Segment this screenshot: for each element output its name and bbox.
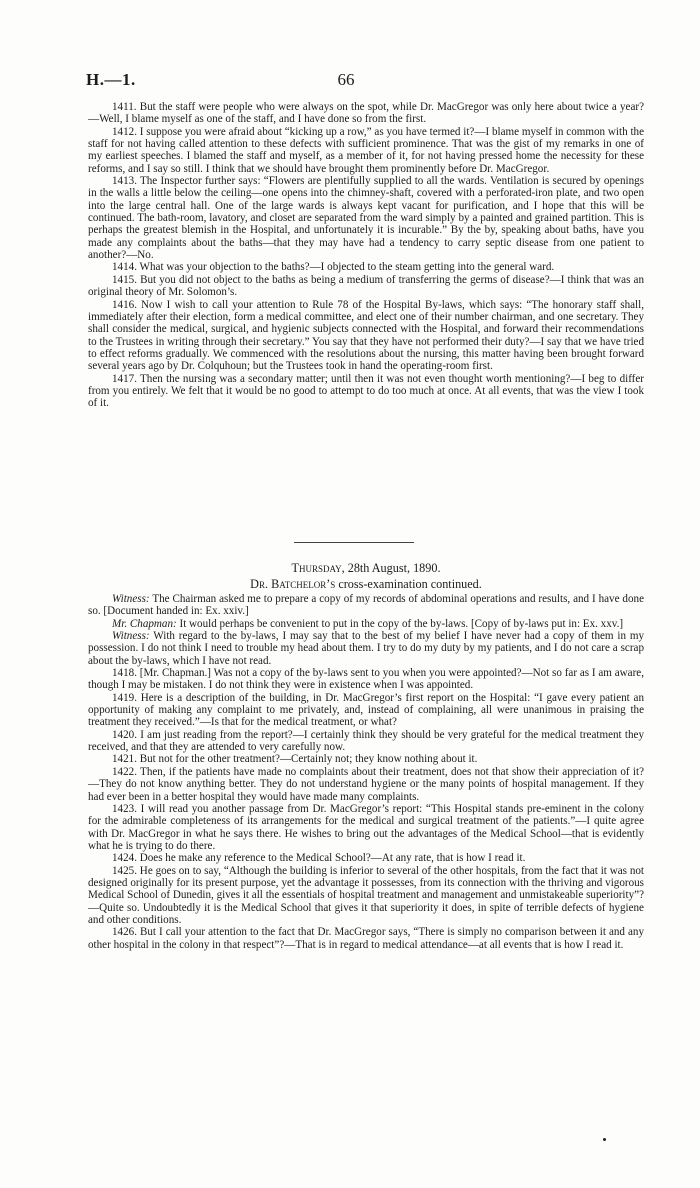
- paragraph: [88, 618, 644, 630]
- paragraph: [88, 630, 644, 667]
- paragraph: 1418. [Mr. Chapman.] Was not a copy of the by-laws sent to you when you were appointed?—Not so far as I am aware, though I may be mistaken. I do not think they were in existence when I was appointed.: [88, 667, 644, 692]
- paragraph-text: The Chairman asked me to prepare a copy of my records of abdominal operations and results, and I have done so. [Document handed in: Ex. xxiv.]: [88, 593, 644, 618]
- speaker-label: Witness:: [112, 630, 150, 643]
- paragraph: 1423. I will read you another passage from Dr. MacGregor’s report: “This Hospital stands pre-eminent in the colony for the admirable completeness of its arrangements for the medical and surgical treatment of the patients.”—I quite agree with Dr. MacGregor in what he says there. He wishes to bring out the advantages of the Medical School—that is evidently what he is trying to do there.: [88, 802, 644, 852]
- paragraph: 1411. But the staff were people who were always on the spot, while Dr. MacGregor was only here about twice a year?—Well, I blame myself as one of the staff, and I have done so from the first.: [88, 101, 644, 126]
- paragraph: 1426. But I call your attention to the fact that Dr. MacGregor says, “There is simply no comparison between it and any other hospital in the colony in that respect”?—That is in regard to medical attendance—at all events that is how I read it.: [88, 926, 644, 951]
- speaker-label: Witness:: [112, 593, 150, 605]
- session-date: [88, 560, 644, 576]
- body-section-two: [88, 560, 644, 951]
- section-divider: [294, 542, 414, 543]
- paragraph: 1417. Then the nursing was a secondary matter; until then it was not even thought worth mentioning?—I beg to differ from you entirely. We felt that it would be no good to attempt to do too much at once. At all events, that was the view I took of it.: [88, 372, 644, 410]
- ink-speck: [603, 1138, 606, 1141]
- paragraph: 1420. I am just reading from the report?—I certainly think they should be very grateful for the medical treatment they received, and that they are attended to very carefully now.: [88, 728, 644, 754]
- session-date-text: 28th August, 1890.: [347, 561, 441, 575]
- paragraph: 1419. Here is a description of the building, in Dr. MacGregor’s first report on the Hospital: “I gave every patient an opportunity of making any complaint to me privately, and, instead of complaining, all were unanimous in praising the treatment they received.”—Is that for the medical treatment, or what?: [88, 691, 644, 729]
- session-day: Thursday,: [291, 561, 345, 575]
- paragraph-text: It would perhaps be convenient to put in the copy of the by-laws. [Copy of by-laws put in: Ex. xxv.]: [179, 617, 624, 630]
- witness-name: Dr. Batchelor’s: [250, 577, 336, 591]
- paragraph: [88, 593, 644, 618]
- paragraph: 1414. What was your objection to the baths?—I objected to the steam getting into the general ward.: [112, 261, 555, 274]
- paragraph: 1412. I suppose you were afraid about “kicking up a row,” as you have termed it?—I blame myself in common with the staff for not having called attention to these defects with sufficient prominence. That was the gist of my remarks in one of my earliest speeches. I blamed the staff and myself, as a member of it, for not having pressed home the necessity for these reforms, and I say so still. I think that we should have brought them prominently before Dr. MacGregor.: [88, 125, 644, 175]
- paragraph: 1413. The Inspector further says: “Flowers are plentifully supplied to all the wards. Ventilation is secured by openings in the walls a little below the ceiling—one opens into the chimney-shaft, covered with a perforated-iron plate, and two open into the large central hall. One of the large wards is always kept vacant for purification, and I hope that this will be continued. The bath-room, lavatory, and closet are separated from the ward simply by a painted and grained partition. This is perhaps the greatest blemish in the Hospital, and unfortunately it is incurable.” By the by, speaking about baths, have you made any complaints about the baths—that they may have had a tendency to carry septic disease from one patient to another?—No.: [88, 175, 644, 262]
- page-number: 66: [337, 70, 355, 89]
- session-subheading: [88, 576, 644, 592]
- paragraph: 1424. Does he make any reference to the Medical School?—At any rate, that is how I read it.: [112, 852, 526, 865]
- paragraph: 1422. Then, if the patients have made no complaints about their treatment, does not that show their appreciation of it?—They do not know anything better. They do not understand hygiene or the many points of hospital management. If they had ever been in a better hospital they would have made many complaints.: [88, 765, 644, 803]
- document-reference: H.—1.: [86, 70, 136, 89]
- subheading-text: cross-examination continued.: [338, 577, 482, 591]
- page-header: [86, 70, 646, 92]
- speaker-label: Mr. Chapman:: [112, 617, 177, 630]
- body-section-one: [88, 101, 644, 410]
- paragraph-text: With regard to the by-laws, I may say that to the best of my belief I have never had a copy of them in my possession. I do not think I need to trouble my head about them. I try to do my duty by my patients, and I do not care a scrap about the by-laws, which I have not read.: [88, 630, 644, 667]
- paragraph: 1416. Now I wish to call your attention to Rule 78 of the Hospital By-laws, which says: “The honorary staff shall, immediately after their election, form a medical committee, and elect one of their number chairman, and one secretary. They shall consider the medical, surgical, and hygienic subjects connected with the Hospital, and forward their recommendations to the Trustees in writing through their secretary.” You say that they have not performed their duty?—I say that we have tried to effect reforms gradually. We commenced with the resolutions about the nursing, this matter having been brought forward several years ago by Dr. Colquhoun; but the Trustees took in hand the operating-room first.: [88, 298, 644, 373]
- paragraph: 1415. But you did not object to the baths as being a medium of transferring the germs of disease?—I think that was an original theory of Mr. Solomon’s.: [88, 273, 644, 299]
- paragraph: 1425. He goes on to say, “Although the building is inferior to several of the other hospitals, from the fact that it was not designed originally for its present purpose, yet the advantage it possesses, from its connection with the thriving and vigorous Medical School of Dunedin, gives it all the essentials of hospital treatment and management and unmistakeable superiority”?—Quite so. Undoubtedly it is the Medical School that gives it that superiority it does, in spite of terrible defects of hygiene and other conditions.: [88, 864, 644, 926]
- paragraph: 1421. But not for the other treatment?—Certainly not; they know nothing about it.: [112, 753, 478, 766]
